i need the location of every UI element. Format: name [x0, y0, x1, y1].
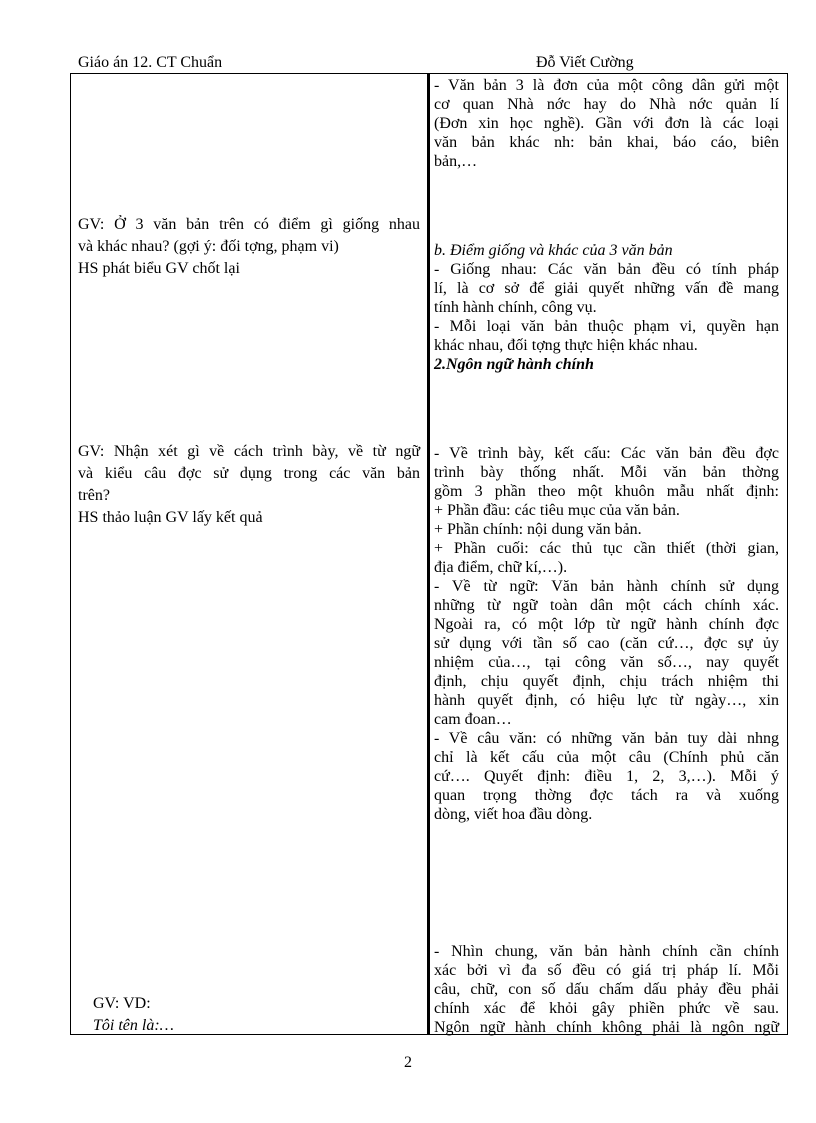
text-line: - Mỗi loại văn bản thuộc phạm vi, quyền hạn — [434, 318, 779, 335]
text-line: và khác nhau? (gợi ý: đối tợng, phạm vi) — [78, 238, 339, 255]
text-line: bản,… — [434, 153, 478, 170]
subsection-heading: b. Điểm giống và khác của 3 văn bản — [434, 242, 673, 259]
text-line: văn bản khác nh: bản khai, báo cáo, biên — [434, 134, 779, 151]
right-block-1 — [434, 76, 779, 171]
text-line: địa điểm, chữ kí,…). — [434, 559, 568, 576]
text-line: sử dụng với tần số cao (căn cứ…, đợc sự ủy — [434, 635, 779, 652]
text-line: + Phần cuối: các thủ tục cần thiết (thời gian, — [434, 540, 779, 557]
text-line: Tôi tên là:… — [93, 1017, 174, 1034]
text-line: GV: Ở 3 văn bản trên có điểm gì giống nhau — [78, 216, 420, 233]
text-line: + Phần chính: nội dung văn bản. — [434, 521, 642, 538]
text-line: - Về câu văn: có những văn bản tuy dài nhng — [434, 730, 779, 747]
text-line: trên? — [78, 487, 110, 504]
text-line: chính xác để khỏi gây phiền phức về sau. — [434, 1000, 779, 1017]
section-heading: 2.Ngôn ngữ hành chính — [434, 356, 594, 373]
right-block-3 — [434, 444, 779, 824]
text-line: trình bày thống nhất. Mỗi văn bản thờng — [434, 464, 779, 481]
header-left: Giáo án 12. CT Chuẩn — [78, 54, 223, 71]
text-line: gồm 3 phần theo một khuôn mẫu nhất định: — [434, 483, 779, 500]
text-line: Ngoài ra, có một lớp từ ngữ hành chính đợc — [434, 616, 779, 633]
text-line: quan trọng thờng đợc tách ra và xuống — [434, 787, 779, 804]
text-line: chỉ là kết cấu của một câu (Chính phủ căn — [434, 749, 779, 766]
text-line: cam đoan… — [434, 711, 512, 728]
text-line: HS phát biểu GV chốt lại — [78, 260, 240, 277]
text-line: - Về trình bày, kết cấu: Các văn bản đều đợc — [434, 445, 779, 462]
page-number: 2 — [404, 1054, 412, 1071]
text-line: và kiểu câu đợc sử dụng trong các văn bản — [78, 465, 420, 482]
text-line: (Đơn xin học nghề). Gần với đơn là các loại — [434, 115, 779, 132]
text-line: - Văn bản 3 là đơn của một công dân gửi một — [434, 77, 779, 94]
right-block-2 — [434, 241, 779, 374]
left-block-2 — [78, 441, 420, 529]
text-line: - Giống nhau: Các văn bản đều có tính pháp — [434, 261, 779, 278]
column-divider — [427, 73, 430, 1035]
text-line: + Phần đầu: các tiêu mục của văn bản. — [434, 502, 680, 519]
text-line: cơ quan Nhà nớc hay do Nhà nớc quản lí — [434, 96, 779, 113]
text-line: dòng, viết hoa đầu dòng. — [434, 806, 593, 823]
text-line: tính hành chính, công vụ. — [434, 299, 597, 316]
header-right: Đỗ Viết Cường — [536, 54, 634, 71]
text-line: - Nhìn chung, văn bản hành chính cần chính — [434, 943, 779, 960]
text-line: định, chịu quyết định, chịu trách nhiệm thi — [434, 673, 779, 690]
text-line: HS thảo luận GV lấy kết quả — [78, 509, 263, 526]
left-block-1 — [78, 214, 420, 280]
left-block-3 — [93, 993, 293, 1037]
text-line: cứ…. Quyết định: điều 1, 2, 3,…). Mỗi ý — [434, 768, 779, 785]
text-line: nhiệm của…, tại công văn số…, nay quyết — [434, 654, 779, 671]
text-line: - Về từ ngữ: Văn bản hành chính sử dụng — [434, 578, 779, 595]
text-line: lí, là cơ sở để giải quyết những vấn đề mang — [434, 280, 779, 297]
text-line: những từ ngữ toàn dân một cách chính xác. — [434, 597, 779, 614]
text-line: xác bởi vì đa số đều có giá trị pháp lí. Mỗi — [434, 962, 779, 979]
text-line: Ngôn ngữ hành chính không phải là ngôn ngữ — [434, 1019, 779, 1036]
text-line: GV: Nhận xét gì về cách trình bày, về từ ngữ — [78, 443, 420, 460]
text-line: GV: VD: — [93, 995, 151, 1012]
text-line: khác nhau, đối tợng thực hiện khác nhau. — [434, 337, 698, 354]
text-line: hành quyết định, có hiệu lực từ ngày…, xin — [434, 692, 779, 709]
right-block-4 — [434, 942, 779, 1037]
text-line: câu, chữ, con số dấu chấm dấu phảy đều phải — [434, 981, 779, 998]
